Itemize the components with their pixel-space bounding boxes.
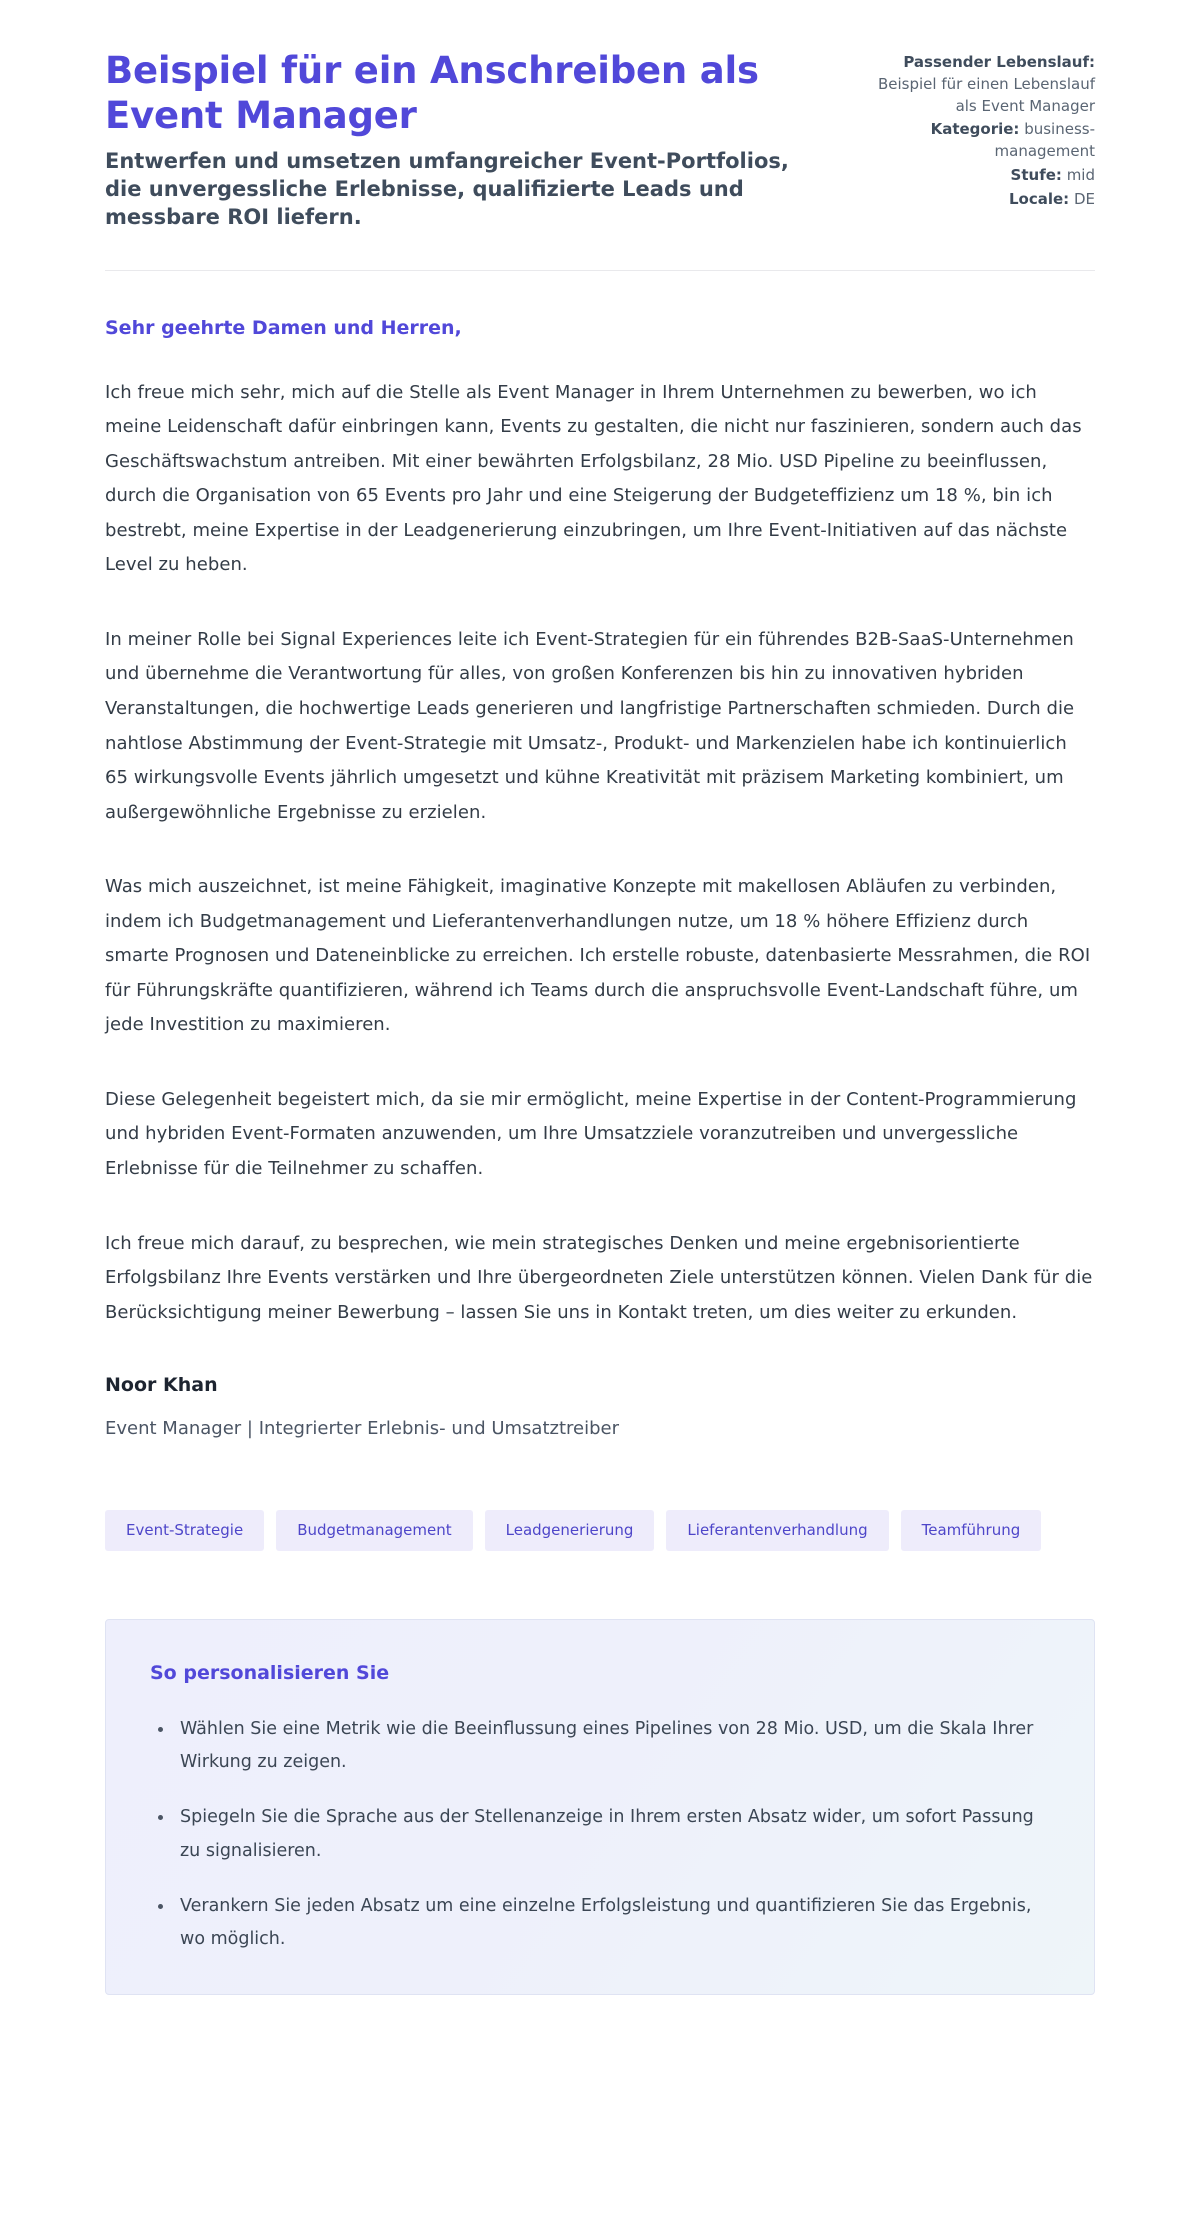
header-title-block xyxy=(105,48,795,232)
page-header xyxy=(105,48,1095,232)
letter-body xyxy=(105,271,1095,1443)
signature-block xyxy=(105,1370,1095,1443)
skill-tag[interactable]: Lieferantenverhandlung xyxy=(666,1510,888,1551)
signature-name: Noor Khan xyxy=(105,1374,218,1397)
page-subtitle: Entwerfen und umsetzen umfangreicher Event-Portfolios, die unvergessliche Erlebnisse, qualifizierte Leads und messbare ROI liefern. xyxy=(105,149,789,230)
meta-row-locale xyxy=(867,189,1095,211)
meta-row-matching-resume xyxy=(867,52,1095,117)
signature-role: Event Manager | Integrierter Erlebnis- und Umsatztreiber xyxy=(105,1417,620,1439)
meta-value-locale: DE xyxy=(1073,189,1095,208)
meta-row-category xyxy=(867,119,1095,163)
skill-tag[interactable]: Event-Strategie xyxy=(105,1510,264,1551)
callout-tip-item: Wählen Sie eine Metrik wie die Beeinflussung eines Pipelines von 28 Mio. USD, um die Skala Ihrer Wirkung zu zeigen. xyxy=(176,1713,1050,1780)
callout-tip-list xyxy=(150,1713,1050,1957)
callout-title: So personalisieren Sie xyxy=(150,1662,390,1685)
meta-label-locale: Locale: xyxy=(1008,189,1070,208)
letter-paragraph-3: Was mich auszeichnet, ist meine Fähigkeit, imaginative Konzepte mit makellosen Abläufen zu verbinden, indem ich Budgetmanagement und Lieferantenverhandlungen nutze, um 18 % höhere Effizienz durch smarte Prognosen und Dateneinblicke zu erreichen. Ich erstelle robuste, datenbasierte Messrahmen, die ROI für Führungskräfte quantifizieren, während ich Teams durch die anspruchsvolle Event-Landschaft führe, um jede Investition zu maximieren. xyxy=(105,876,1091,1036)
letter-salutation: Sehr geehrte Damen und Herren, xyxy=(105,317,462,340)
meta-value-category: business-management xyxy=(994,120,1095,160)
meta-row-level xyxy=(867,165,1095,187)
meta-label-level: Stufe: xyxy=(1010,165,1062,184)
personalization-callout xyxy=(105,1619,1095,1995)
page-title: Beispiel für ein Anschreiben als Event Manager xyxy=(105,49,759,138)
document-metadata xyxy=(867,48,1095,212)
skill-tag[interactable]: Leadgenerierung xyxy=(485,1510,655,1551)
letter-paragraph-2: In meiner Rolle bei Signal Experiences leite ich Event-Strategien für ein führendes B2B-SaaS-Unternehmen und übernehme die Verantwortung für alles, von großen Konferenzen bis hin zu innovativen hybriden Veranstaltungen, die hochwertige Leads generieren und langfristige Partnerschaften schmieden. Durch die nahtlose Abstimmung der Event-Strategie mit Umsatz-, Produkt- und Markenzielen habe ich kontinuierlich 65 wirkungsvolle Events jährlich umgesetzt und kühne Kreativität mit präzisem Marketing kombiniert, um außergewöhnliche Ergebnisse zu erzielen. xyxy=(105,628,1075,823)
skill-tag[interactable]: Teamführung xyxy=(901,1510,1042,1551)
callout-tip-item: Spiegeln Sie die Sprache aus der Stellenanzeige in Ihrem ersten Absatz wider, um sofort Passung zu signalisieren. xyxy=(176,1801,1050,1868)
meta-value-level: mid xyxy=(1066,165,1095,184)
letter-paragraph-4: Diese Gelegenheit begeistert mich, da sie mir ermöglicht, meine Expertise in der Content-Programmierung und hybriden Event-Formaten anzuwenden, um Ihre Umsatzziele voranzutreiben und unvergessliche Erlebnisse für die Teilnehmer zu schaffen. xyxy=(105,1088,1077,1179)
meta-label-matching-resume: Passender Lebenslauf: xyxy=(903,53,1095,71)
letter-paragraph-5: Ich freue mich darauf, zu besprechen, wie mein strategisches Denken und meine ergebnisorientierte Erfolgsbilanz Ihre Events verstärken und Ihre übergeordneten Ziele unterstützen können. Vielen Dank für die Berücksichtigung meiner Bewerbung – lassen Sie uns in Kontakt treten, um dies weiter zu erkunden. xyxy=(105,1232,1093,1323)
meta-label-category: Kategorie: xyxy=(930,120,1020,139)
skill-tag-list xyxy=(105,1510,1095,1551)
letter-paragraph-1: Ich freue mich sehr, mich auf die Stelle als Event Manager in Ihrem Unternehmen zu bewerben, wo ich meine Leidenschaft dafür einbringen kann, Events zu gestalten, die nicht nur faszinieren, sondern auch das Geschäftswachstum antreiben. Mit einer bewährten Erfolgsbilanz, 28 Mio. USD Pipeline zu beeinflussen, durch die Organisation von 65 Events pro Jahr und eine Steigerung der Budgeteffizienz um 18 %, bin ich bestrebt, meine Expertise in der Leadgenerierung einzubringen, um Ihre Event-Initiativen auf das nächste Level zu heben. xyxy=(105,381,1082,576)
callout-tip-item: Verankern Sie jeden Absatz um eine einzelne Erfolgsleistung und quantifizieren Sie das Ergebnis, wo möglich. xyxy=(176,1890,1050,1957)
skill-tag[interactable]: Budgetmanagement xyxy=(276,1510,472,1551)
meta-value-matching-resume: Beispiel für einen Lebenslauf als Event Manager xyxy=(877,74,1095,115)
